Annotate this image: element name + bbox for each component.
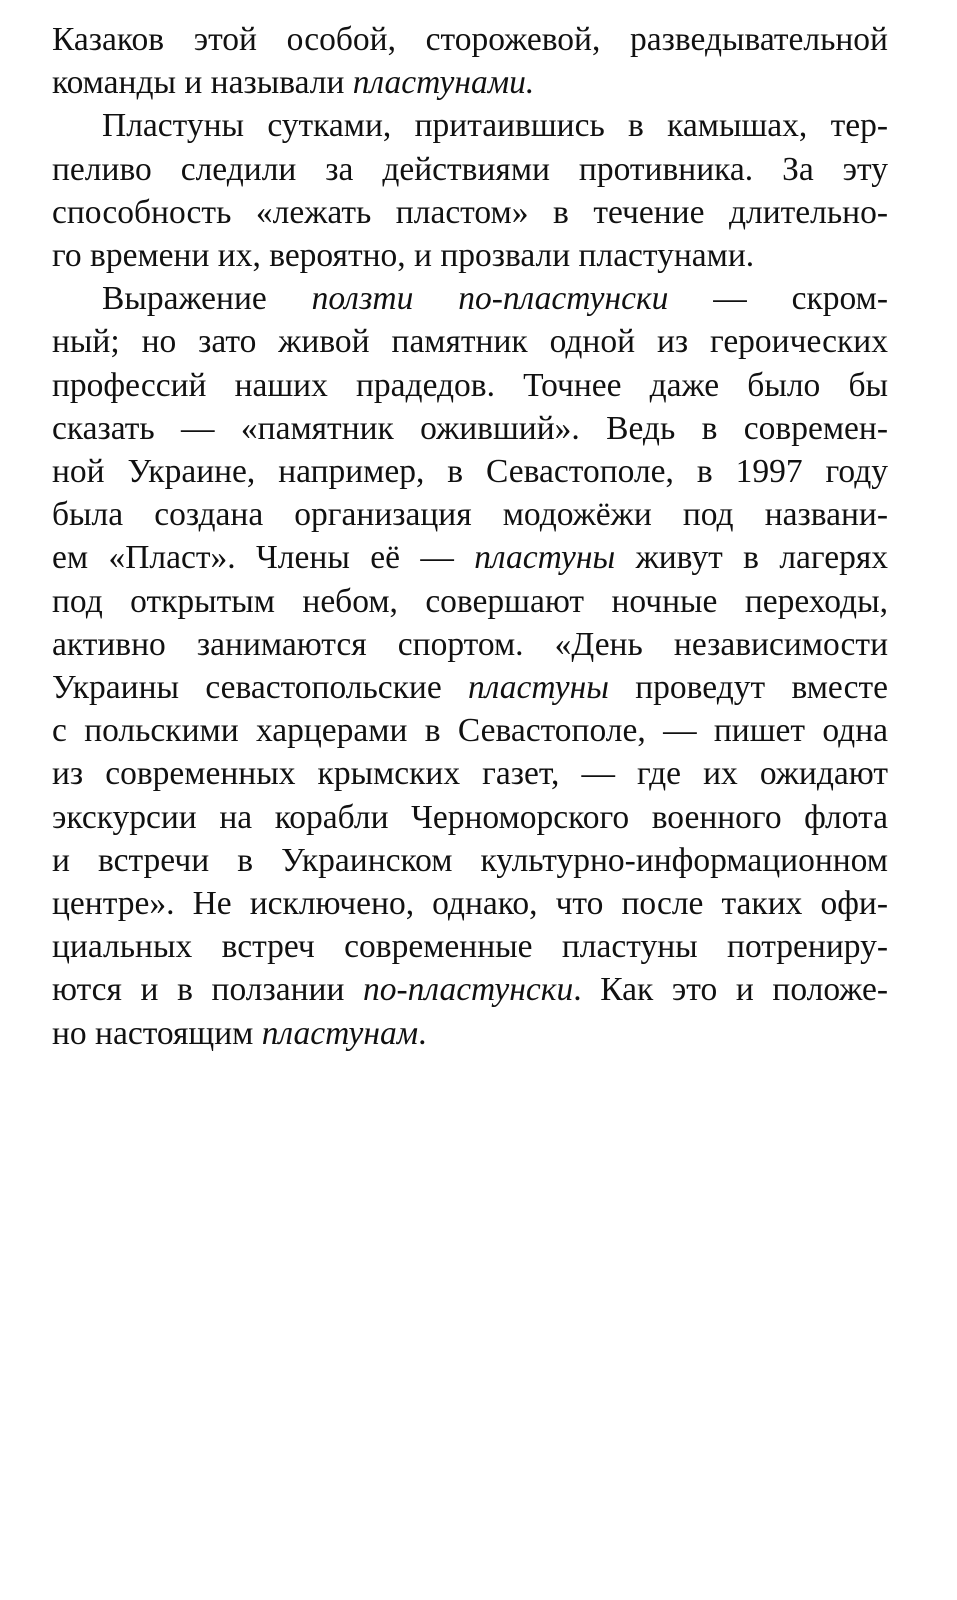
text-run: проведут вместе	[608, 669, 888, 707]
text-run: ются и в ползании	[52, 971, 364, 1009]
text-run: циальных встреч современные пластуны потрениру-	[52, 928, 888, 966]
text-line	[52, 709, 888, 752]
italic-run: пластуны	[474, 539, 616, 577]
text-line	[52, 191, 888, 234]
italic-run: ползти по-пластунски	[311, 280, 669, 318]
text-line	[52, 493, 888, 536]
text-line	[52, 61, 888, 104]
text-line	[52, 623, 888, 666]
text-line	[52, 18, 888, 61]
text-run: пеливо следили за действиями противника. За эту	[52, 150, 888, 188]
text-line	[52, 536, 888, 579]
text-line	[52, 752, 888, 795]
text-run: го времени их, вероятно, и прозвали пластунами.	[52, 237, 755, 275]
text-run: — скром-	[668, 280, 888, 318]
text-run: из современных крымских газет, — где их ожидают	[52, 755, 888, 793]
text-line	[52, 925, 888, 968]
text-run: .	[418, 1014, 427, 1052]
italic-run: пластунами.	[352, 64, 535, 102]
text-run: ной Украине, например, в Севастополе, в 1997 году	[52, 453, 888, 491]
text-line	[52, 277, 888, 320]
text-line	[52, 796, 888, 839]
text-run: но настоящим	[52, 1014, 262, 1052]
text-line	[52, 104, 888, 147]
text-run: экскурсии на корабли Черноморского военного флота	[52, 798, 888, 836]
text-line	[52, 148, 888, 191]
text-line	[52, 882, 888, 925]
text-run: с польскими харцерами в Севастополе, — пишет одна	[52, 712, 888, 750]
text-run: сказать — «памятник оживший». Ведь в современ-	[52, 409, 888, 447]
text-run: центре». Не исключено, однако, что после таких офи-	[52, 885, 888, 923]
text-line	[52, 1012, 888, 1055]
text-line	[52, 320, 888, 363]
text-run: команды и называли	[52, 64, 353, 102]
text-run: Пластуны сутками, притаившись в камышах, тер-	[102, 107, 888, 145]
paragraph-1	[52, 18, 888, 104]
text-run: активно занимаются спортом. «День независимости	[52, 625, 888, 663]
text-line	[52, 450, 888, 493]
text-line	[52, 407, 888, 450]
italic-run: пластунам	[261, 1014, 419, 1052]
text-run: и встречи в Украинском культурно-информационном	[52, 841, 888, 879]
text-line	[52, 364, 888, 407]
text-run: способность «лежать пластом» в течение длительно-	[52, 193, 888, 231]
text-run: Казаков этой особой, сторожевой, разведывательной	[52, 21, 888, 58]
text-line	[52, 580, 888, 623]
text-run: Выражение	[102, 280, 312, 318]
text-run: . Как это и положе-	[573, 971, 888, 1009]
italic-run: по-пластунски	[363, 971, 574, 1009]
text-run: Украины севастопольские	[52, 669, 469, 707]
paragraph-2	[52, 104, 888, 277]
document-page	[52, 18, 888, 1055]
text-line	[52, 968, 888, 1011]
text-line	[52, 839, 888, 882]
text-line	[52, 666, 888, 709]
italic-run: пластуны	[468, 669, 609, 707]
text-run: ем «Пласт». Члены её —	[52, 539, 475, 577]
text-run: была создана организация модожёжи под названи-	[52, 496, 888, 534]
text-run: живут в лагерях	[615, 539, 888, 577]
text-run: ный; но зато живой памятник одной из героических	[52, 323, 888, 361]
text-line	[52, 234, 888, 277]
text-run: под открытым небом, совершают ночные переходы,	[52, 582, 888, 620]
text-run: профессий наших прадедов. Точнее даже было бы	[52, 366, 888, 404]
paragraph-3	[52, 277, 888, 1055]
